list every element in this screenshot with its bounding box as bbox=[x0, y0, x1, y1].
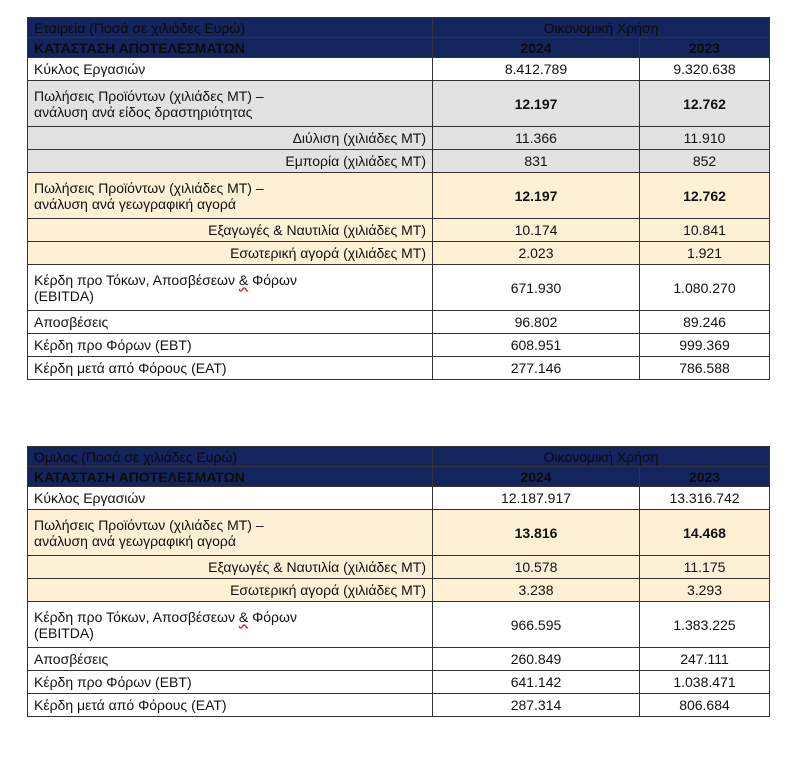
row-label: Εμπορία (χιλιάδες ΜΤ) bbox=[28, 150, 433, 173]
value-2024: 11.366 bbox=[433, 127, 640, 150]
year-2023: 2023 bbox=[640, 467, 770, 487]
table-row bbox=[28, 311, 770, 334]
year-2024: 2024 bbox=[433, 467, 640, 487]
value-2024: 277.146 bbox=[433, 357, 640, 380]
period-label: Οικονομική Χρήση bbox=[433, 18, 770, 38]
table-row bbox=[28, 219, 770, 242]
value-2024: 8.412.789 bbox=[433, 58, 640, 81]
table-row bbox=[28, 487, 770, 510]
value-2023: 806.684 bbox=[640, 694, 770, 717]
value-2024: 96.802 bbox=[433, 311, 640, 334]
ampersand: & bbox=[238, 271, 249, 288]
value-2024: 831 bbox=[433, 150, 640, 173]
value-2024: 3.238 bbox=[433, 579, 640, 602]
value-2024: 12.197 bbox=[433, 81, 640, 127]
table-row bbox=[28, 602, 770, 648]
value-2023: 12.762 bbox=[640, 81, 770, 127]
table-row bbox=[28, 81, 770, 127]
row-label: Εξαγωγές & Ναυτιλία (χιλιάδες ΜΤ) bbox=[28, 219, 433, 242]
year-2024: 2024 bbox=[433, 38, 640, 58]
value-2024: 10.578 bbox=[433, 556, 640, 579]
value-2023: 1.038.471 bbox=[640, 671, 770, 694]
row-label bbox=[28, 510, 433, 556]
table-header-row bbox=[28, 447, 770, 467]
value-2023: 786.588 bbox=[640, 357, 770, 380]
value-2023: 89.246 bbox=[640, 311, 770, 334]
row-label: Εσωτερική αγορά (χιλιάδες ΜΤ) bbox=[28, 242, 433, 265]
group-results-table bbox=[27, 446, 770, 717]
table-row bbox=[28, 357, 770, 380]
table-header-row bbox=[28, 18, 770, 38]
value-2023: 13.316.742 bbox=[640, 487, 770, 510]
value-2024: 12.187.917 bbox=[433, 487, 640, 510]
row-label: Διύλιση (χιλιάδες ΜΤ) bbox=[28, 127, 433, 150]
row-label-line1-end: Φόρων bbox=[248, 271, 297, 288]
value-2024: 608.951 bbox=[433, 334, 640, 357]
table-row bbox=[28, 58, 770, 81]
value-2024: 287.314 bbox=[433, 694, 640, 717]
row-label: Κέρδη προ Φόρων (EBT) bbox=[28, 334, 433, 357]
row-label-line2: ανάλυση ανά γεωγραφική αγορά bbox=[34, 195, 236, 212]
row-label: Κύκλος Εργασιών bbox=[28, 487, 433, 510]
row-label: Κέρδη μετά από Φόρους (EAT) bbox=[28, 694, 433, 717]
table-row bbox=[28, 671, 770, 694]
row-label-line2: ανάλυση ανά είδος δραστηριότητας bbox=[34, 103, 253, 120]
row-label-line2: (EBITDA) bbox=[34, 624, 94, 641]
table-subheader-row bbox=[28, 38, 770, 58]
value-2023: 9.320.638 bbox=[640, 58, 770, 81]
table-row bbox=[28, 556, 770, 579]
statement-title: ΚΑΤΑΣΤΑΣΗ ΑΠΟΤΕΛΕΣΜΑΤΩΝ bbox=[28, 467, 433, 487]
row-label-line2: (EBITDA) bbox=[34, 287, 94, 304]
value-2024: 10.174 bbox=[433, 219, 640, 242]
table-row bbox=[28, 579, 770, 602]
row-label: Κέρδη μετά από Φόρους (EAT) bbox=[28, 357, 433, 380]
row-label-line1: Κέρδη προ Τόκων, Αποσβέσεων bbox=[34, 271, 239, 288]
value-2023: 11.910 bbox=[640, 127, 770, 150]
row-label: Κύκλος Εργασιών bbox=[28, 58, 433, 81]
value-2024: 671.930 bbox=[433, 265, 640, 311]
row-label: Κέρδη προ Φόρων (EBT) bbox=[28, 671, 433, 694]
year-2023: 2023 bbox=[640, 38, 770, 58]
value-2023: 247.111 bbox=[640, 648, 770, 671]
row-label: Αποσβέσεις bbox=[28, 311, 433, 334]
table-row bbox=[28, 510, 770, 556]
table-row bbox=[28, 173, 770, 219]
row-label: Αποσβέσεις bbox=[28, 648, 433, 671]
value-2023: 14.468 bbox=[640, 510, 770, 556]
value-2023: 1.080.270 bbox=[640, 265, 770, 311]
period-label: Οικονομική Χρήση bbox=[433, 447, 770, 467]
company-results-table bbox=[27, 17, 770, 380]
row-label-line1: Κέρδη προ Τόκων, Αποσβέσεων bbox=[34, 608, 239, 625]
value-2024: 13.816 bbox=[433, 510, 640, 556]
row-label bbox=[28, 265, 433, 311]
table-subheader-row bbox=[28, 467, 770, 487]
value-2023: 1.383.225 bbox=[640, 602, 770, 648]
value-2023: 999.369 bbox=[640, 334, 770, 357]
value-2024: 260.849 bbox=[433, 648, 640, 671]
ampersand: & bbox=[238, 608, 249, 625]
value-2023: 1.921 bbox=[640, 242, 770, 265]
table-row bbox=[28, 127, 770, 150]
row-label bbox=[28, 173, 433, 219]
row-label: Εξαγωγές & Ναυτιλία (χιλιάδες ΜΤ) bbox=[28, 556, 433, 579]
row-label-line1-end: Φόρων bbox=[248, 608, 297, 625]
value-2023: 11.175 bbox=[640, 556, 770, 579]
row-label-line2: ανάλυση ανά γεωγραφική αγορά bbox=[34, 532, 236, 549]
value-2024: 2.023 bbox=[433, 242, 640, 265]
table-row bbox=[28, 242, 770, 265]
statement-title: ΚΑΤΑΣΤΑΣΗ ΑΠΟΤΕΛΕΣΜΑΤΩΝ bbox=[28, 38, 433, 58]
row-label-line1: Πωλήσεις Προϊόντων (χιλιάδες ΜΤ) – bbox=[34, 516, 264, 533]
table-title: Όμιλος (Ποσά σε χιλιάδες Ευρώ) bbox=[28, 447, 433, 467]
row-label bbox=[28, 81, 433, 127]
value-2023: 3.293 bbox=[640, 579, 770, 602]
value-2023: 852 bbox=[640, 150, 770, 173]
value-2023: 12.762 bbox=[640, 173, 770, 219]
value-2023: 10.841 bbox=[640, 219, 770, 242]
value-2024: 12.197 bbox=[433, 173, 640, 219]
row-label-line1: Πωλήσεις Προϊόντων (χιλιάδες ΜΤ) – bbox=[34, 87, 264, 104]
value-2024: 966.595 bbox=[433, 602, 640, 648]
value-2024: 641.142 bbox=[433, 671, 640, 694]
table-row bbox=[28, 265, 770, 311]
table-row bbox=[28, 648, 770, 671]
table-row bbox=[28, 334, 770, 357]
table-row bbox=[28, 694, 770, 717]
table-row bbox=[28, 150, 770, 173]
row-label-line1: Πωλήσεις Προϊόντων (χιλιάδες ΜΤ) – bbox=[34, 179, 264, 196]
row-label bbox=[28, 602, 433, 648]
table-title: Εταιρεία (Ποσά σε χιλιάδες Ευρώ) bbox=[28, 18, 433, 38]
row-label: Εσωτερική αγορά (χιλιάδες ΜΤ) bbox=[28, 579, 433, 602]
